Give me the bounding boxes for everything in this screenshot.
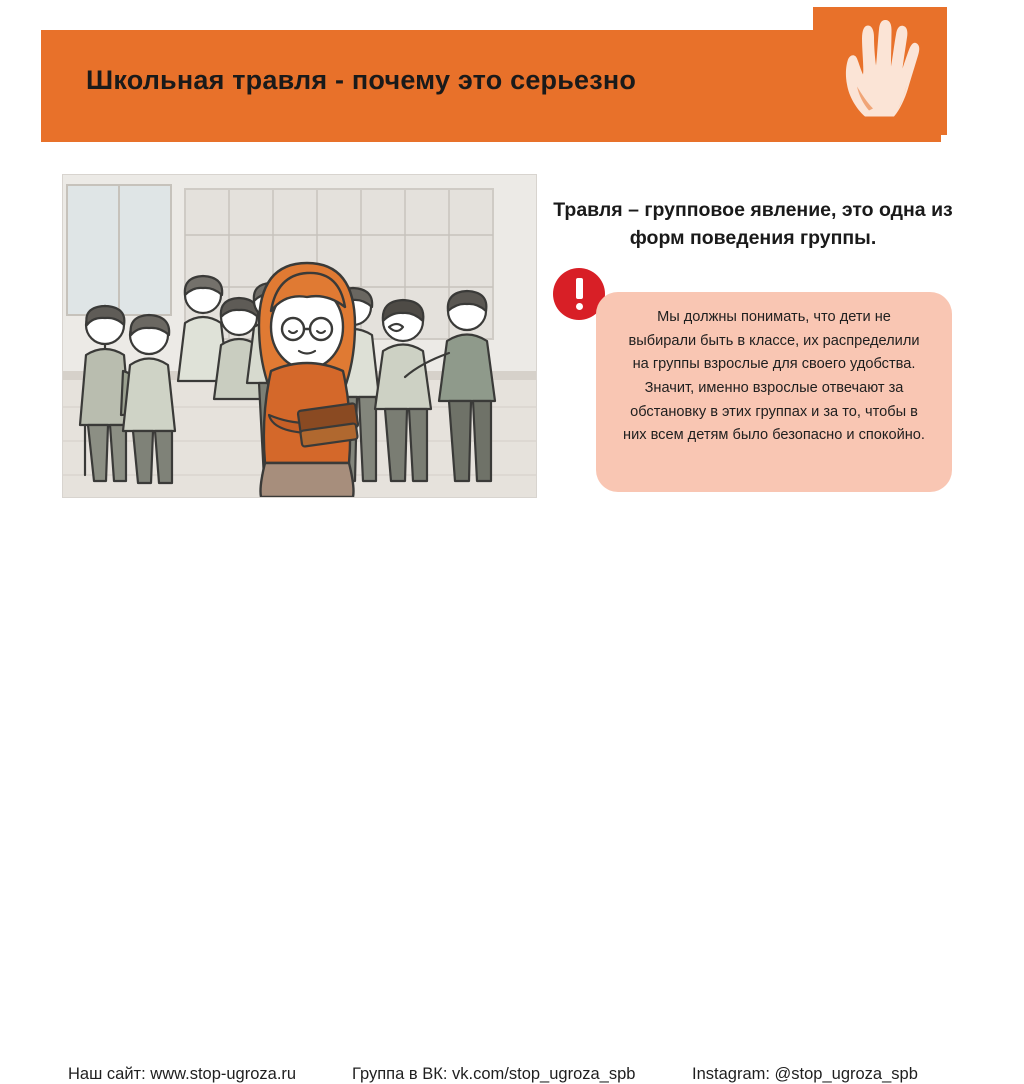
footer-instagram[interactable]: Instagram: @stop_ugroza_spb (692, 1065, 918, 1083)
footer-website[interactable]: Наш сайт: www.stop-ugroza.ru (68, 1065, 297, 1083)
bullying-classroom-illustration (62, 174, 537, 498)
page-title: Школьная травля - почему это серьезно (86, 65, 637, 95)
exclamation-dot (576, 303, 583, 310)
right-column-heading: Травля – групповое явление, это одна из форм поведения группы. (553, 199, 953, 250)
logo-badge (813, 7, 947, 135)
exclamation-bar (576, 278, 583, 299)
footer-vk-group[interactable]: Группа в ВК: vk.com/stop_ugroza_spb (352, 1065, 636, 1083)
open-hand-icon (834, 17, 926, 126)
footer (0, 528, 1024, 1083)
callout-box: Мы должны понимать, что дети не выбирали быть в классе, их распределили на группы взрослые для своего удобства. Значит, именно взрослые отвечают за обстановку в этих группах и за то, чтобы в них всем детям было безопасно и спокойно. (596, 292, 952, 492)
